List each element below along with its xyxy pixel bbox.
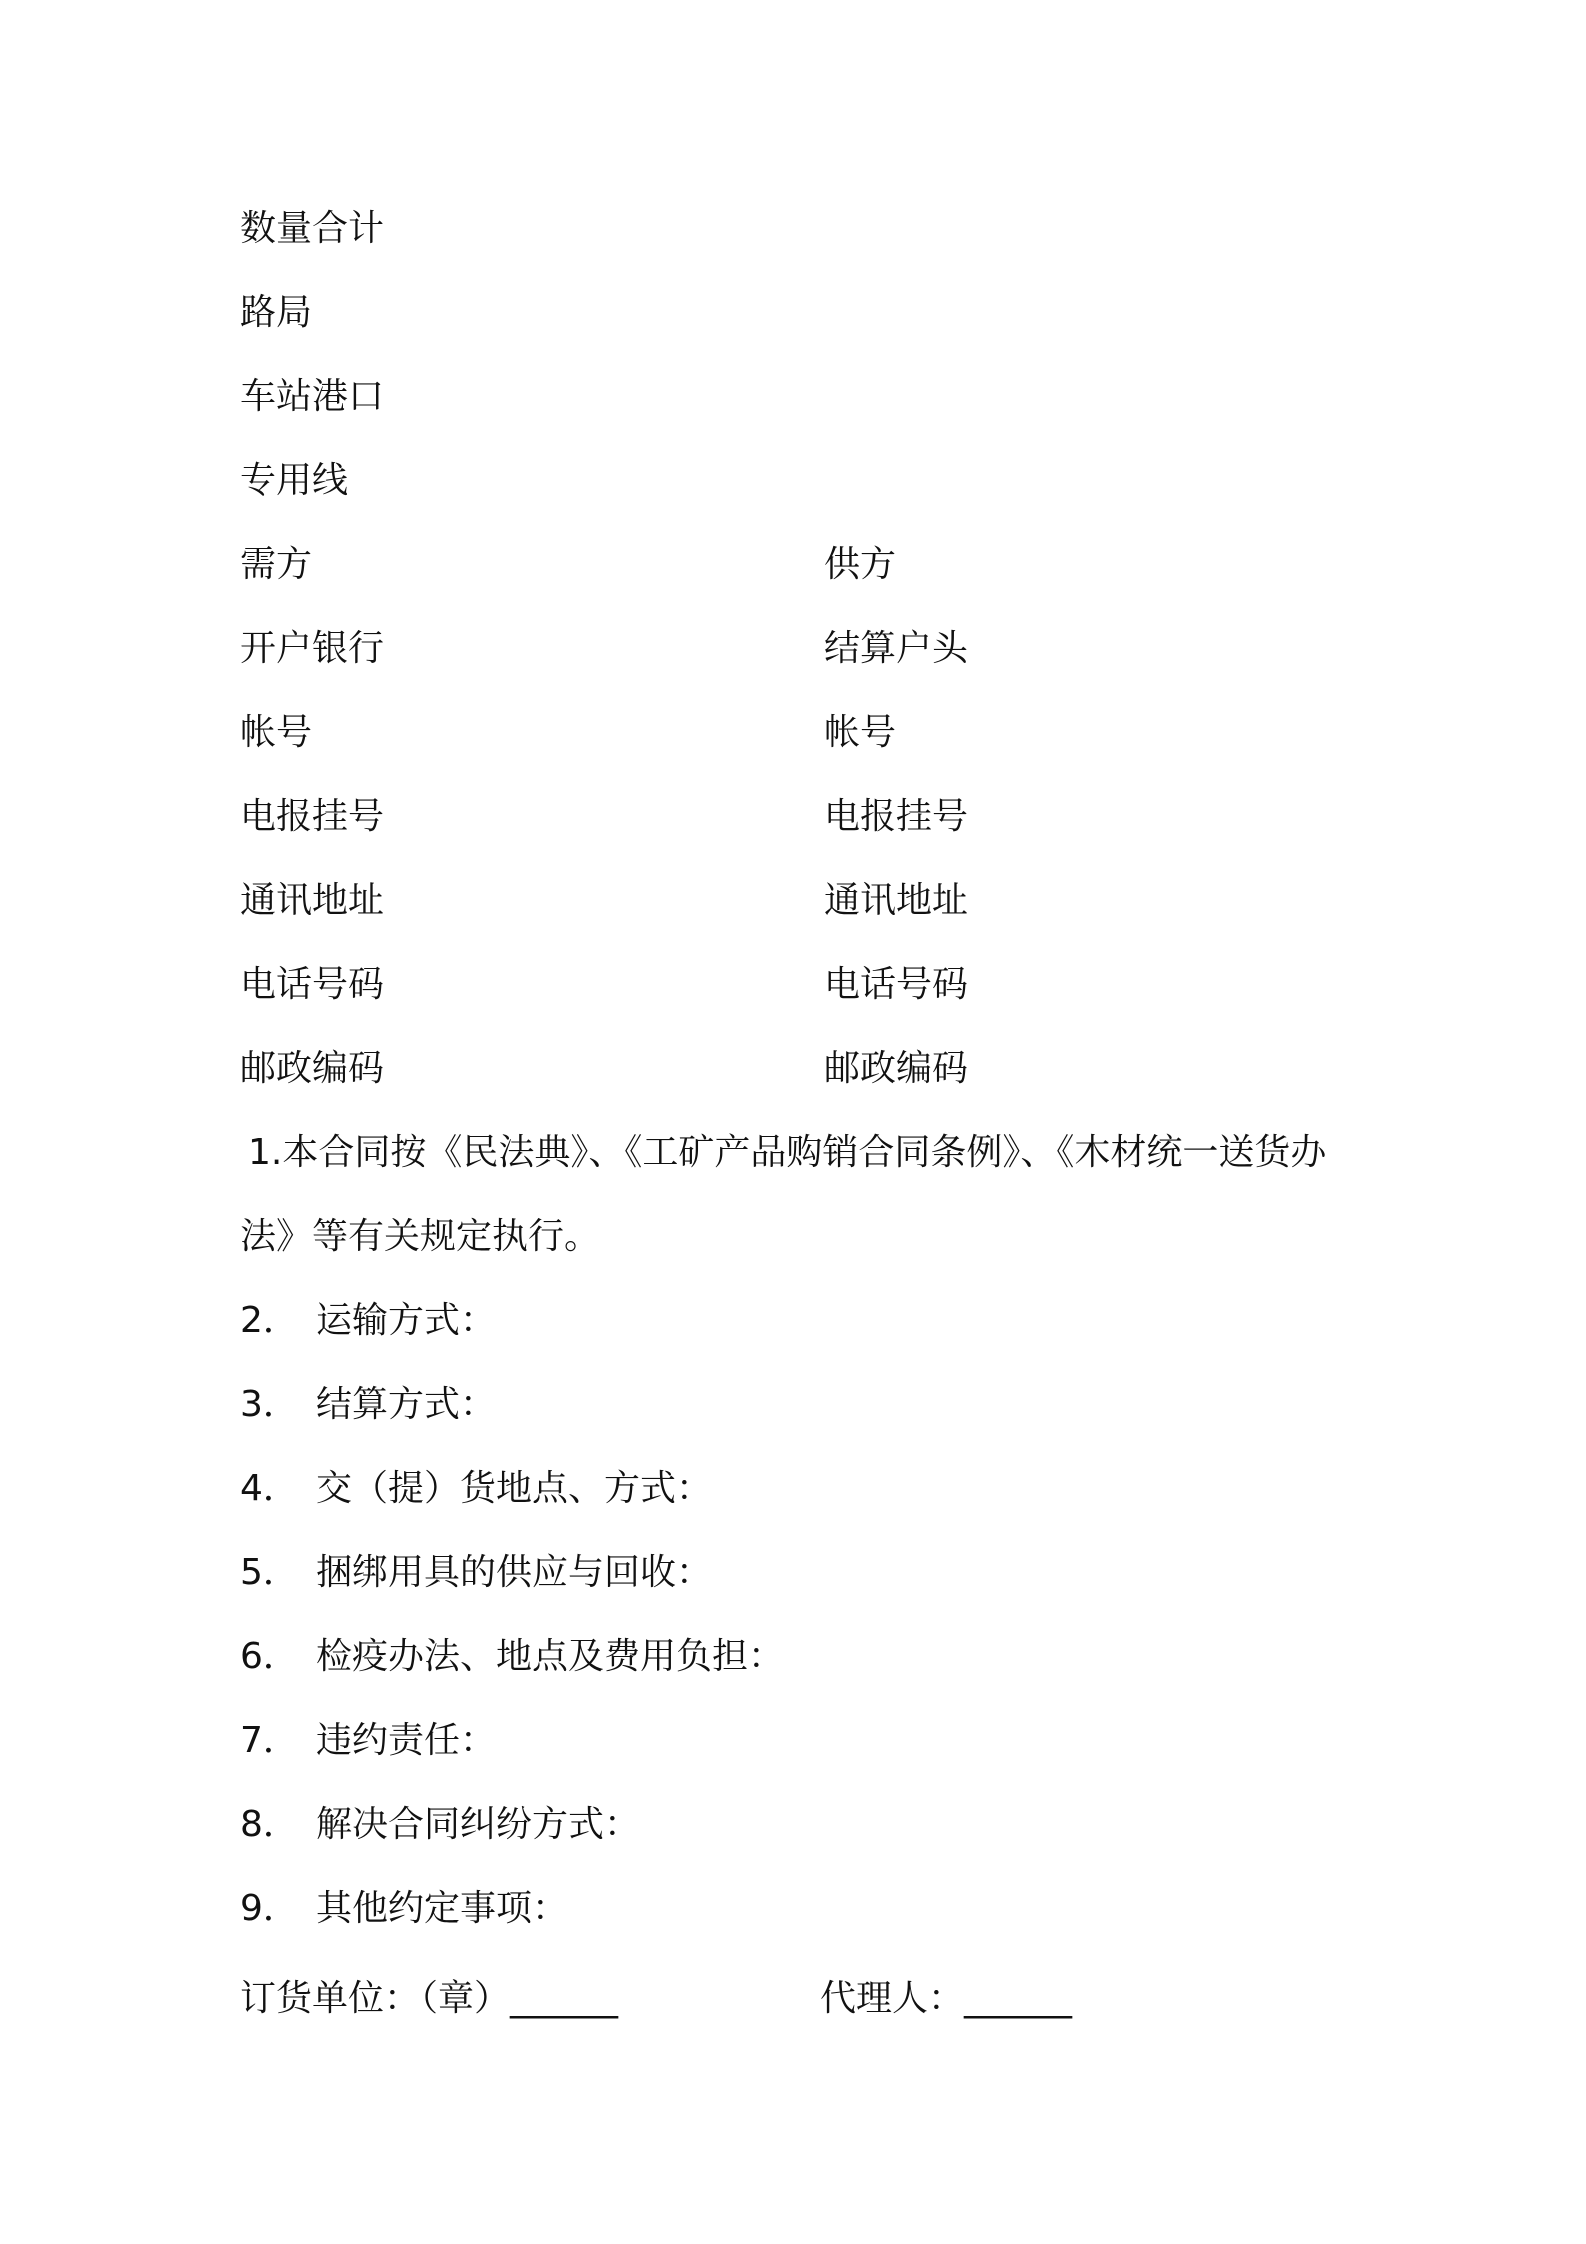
clause-6-text: 检疫办法、地点及费用负担： — [316, 1636, 785, 1677]
clause-4 — [240, 1465, 712, 1513]
clause-2 — [240, 1297, 496, 1345]
seller-phone: 电话号码 — [824, 964, 969, 1005]
seller-telegraph: 电报挂号 — [824, 796, 969, 837]
clause-7 — [240, 1717, 496, 1765]
signature-agent: 代理人：______ — [820, 1978, 1073, 2019]
buyer-bank: 开户银行 — [240, 628, 385, 669]
field-quantity-total: 数量合计 — [240, 208, 385, 249]
clause-5-text: 捆绑用具的供应与回收： — [316, 1552, 713, 1593]
clause-2-text: 运输方式： — [316, 1300, 497, 1341]
field-dedicated-line: 专用线 — [240, 460, 349, 501]
clause-1 — [240, 1111, 1350, 1279]
seller-settlement: 结算户头 — [824, 628, 969, 669]
field-station-port: 车站港口 — [240, 376, 385, 417]
clause-8-num: 8． — [240, 1804, 299, 1845]
clause-9-text: 其他约定事项： — [316, 1888, 569, 1929]
clause-3-num: 3． — [240, 1384, 299, 1425]
clause-1-num: 1. — [248, 1132, 283, 1173]
clause-3-text: 结算方式： — [316, 1384, 497, 1425]
clause-2-num: 2． — [240, 1300, 299, 1341]
clause-5-num: 5． — [240, 1552, 299, 1593]
seller-account: 帐号 — [824, 712, 897, 753]
buyer-postcode: 邮政编码 — [240, 1048, 385, 1089]
buyer-address: 通讯地址 — [240, 880, 385, 921]
clause-6-num: 6． — [240, 1636, 299, 1677]
clause-5 — [240, 1549, 712, 1597]
clause-9-num: 9． — [240, 1888, 299, 1929]
clause-3 — [240, 1381, 496, 1429]
seller-title: 供方 — [824, 544, 897, 585]
buyer-telegraph: 电报挂号 — [240, 796, 385, 837]
field-railway-bureau: 路局 — [240, 292, 313, 333]
clause-1-text: 本合同按《民法典》、《工矿产品购销合同条例》、《木材统一送货办法》等有关规定执行。 — [240, 1132, 1327, 1257]
buyer-account: 帐号 — [240, 712, 313, 753]
clause-8-text: 解决合同纠纷方式： — [316, 1804, 641, 1845]
clause-7-text: 违约责任： — [316, 1720, 497, 1761]
seller-postcode: 邮政编码 — [824, 1048, 969, 1089]
signature-ordering-unit: 订货单位：（章）______ — [240, 1978, 619, 2019]
clause-4-num: 4． — [240, 1468, 299, 1509]
clause-7-num: 7． — [240, 1720, 299, 1761]
buyer-title: 需方 — [240, 544, 313, 585]
clause-6 — [240, 1633, 784, 1681]
clause-9 — [240, 1885, 568, 1933]
seller-address: 通讯地址 — [824, 880, 969, 921]
buyer-phone: 电话号码 — [240, 964, 385, 1005]
clause-4-text: 交（提）货地点、方式： — [316, 1468, 713, 1509]
clause-8 — [240, 1801, 640, 1849]
